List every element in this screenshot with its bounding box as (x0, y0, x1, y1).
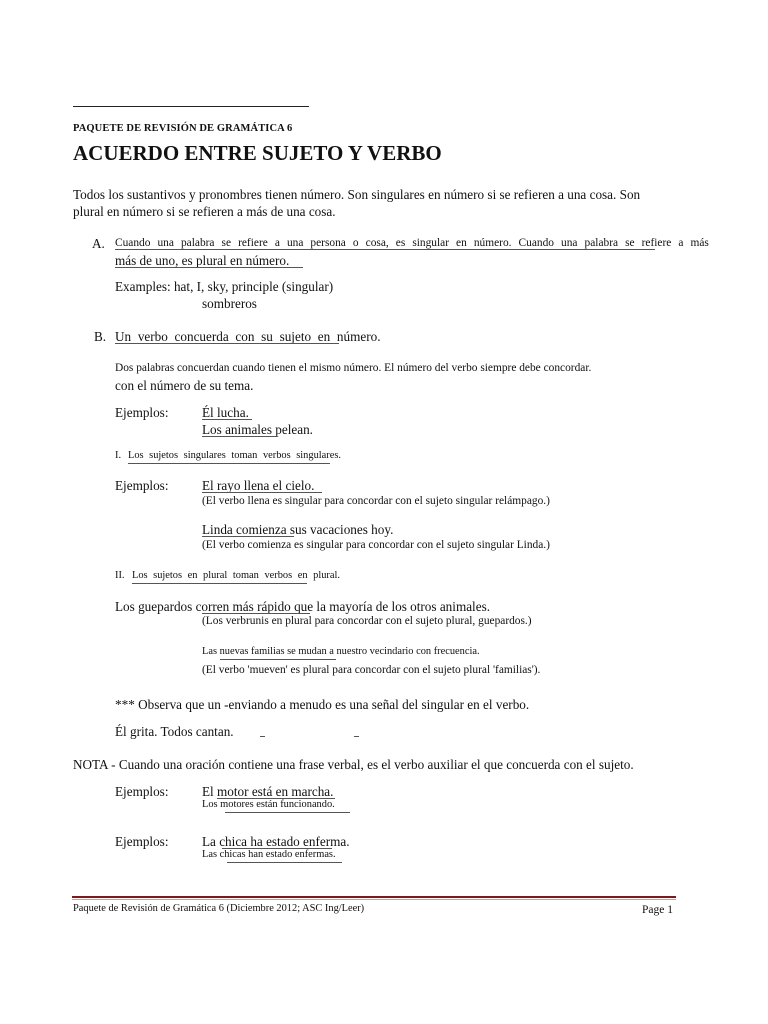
intro-line-2: plural en número si se refieren a más de una cosa. (73, 204, 336, 219)
example-underline (220, 659, 336, 660)
section-a-underline-1 (115, 249, 655, 250)
section-a-marker: A. (92, 236, 105, 251)
section-a-examples: Examples: hat, I, sky, principle (singular) (115, 279, 334, 294)
sub-ii-example-1: Los guepardos corren más rápido que la mayoría de los otros animales. (115, 599, 491, 614)
footer-rule (72, 896, 676, 898)
sub-ii-underline (132, 583, 307, 584)
example-underline (227, 862, 342, 863)
name-line (73, 106, 309, 107)
nota-example-1b: Los motores están funcionando. (202, 799, 335, 810)
sub-i-example-1-note: (El verbo llena es singular para concordar con el sujeto singular relámpago.) (202, 495, 550, 507)
example-underline (225, 812, 350, 813)
sub-ii-heading: Los sujetos en plural toman verbos en plural. (132, 570, 340, 581)
footer-rule-shadow (72, 899, 676, 900)
blank-mark (260, 736, 265, 737)
examples-label: Ejemplos: (115, 478, 169, 493)
section-a-line-1: Cuando una palabra se refiere a una persona o cosa, es singular en número. Cuando una palabra se refiere a más (115, 237, 709, 249)
packet-label: PAQUETE DE REVISIÓN DE GRAMÁTICA 6 (73, 123, 293, 134)
example-animales: Los animales pelean. (202, 422, 313, 437)
section-b-para-2: con el número de su tema. (115, 378, 254, 393)
sub-i-example-2-note: (El verbo comienza es singular para concordar con el sujeto singular Linda.) (202, 539, 550, 551)
example-underline (202, 436, 277, 437)
observe-examples: Él grita. Todos cantan. (115, 724, 234, 739)
examples-label: Ejemplos: (115, 405, 169, 420)
footer-left: Paquete de Revisión de Gramática 6 (Diciembre 2012; ASC Ing/Leer) (73, 903, 365, 914)
section-b-marker: B. (94, 329, 107, 344)
nota-example-1: El motor está en marcha. (202, 784, 334, 799)
sub-ii-example-2-note: (El verbo 'mueven' es plural para concordar con el sujeto plural 'familias'). (202, 664, 541, 676)
example-el-lucha: Él lucha. (202, 405, 249, 420)
blank-mark (354, 736, 359, 737)
sub-i-example-1: El rayo llena el cielo. (202, 478, 315, 493)
sub-i-heading: Los sujetos singulares toman verbos singulares. (128, 450, 341, 461)
page-title: ACUERDO ENTRE SUJETO Y VERBO (73, 141, 442, 165)
section-b-para-1: Dos palabras concuerdan cuando tienen el mismo número. El número del verbo siempre debe concordar. (115, 362, 592, 374)
example-underline (202, 419, 252, 420)
nota-example-2: La chica ha estado enferma. (202, 834, 350, 849)
intro-line-1: Todos los sustantivos y pronombres tienen número. Son singulares en número si se refieren a una cosa. Son (73, 187, 641, 202)
section-a-examples-plural: sombreros (202, 296, 257, 311)
sub-ii-marker: II. (115, 570, 125, 581)
observe-note: *** Observa que un -enviando a menudo es una señal del singular en el verbo. (115, 697, 530, 712)
sub-i-underline (128, 463, 330, 464)
section-b-heading: Un verbo concuerda con su sujeto en número. (115, 329, 381, 344)
sub-ii-example-2: Las nuevas familias se mudan a nuestro vecindario con frecuencia. (202, 646, 480, 657)
sub-i-example-2: Linda comienza sus vacaciones hoy. (202, 522, 394, 537)
section-a-line-2: más de uno, es plural en número. (115, 253, 290, 268)
sub-ii-example-1-note: (Los verbrunis en plural para concordar con el sujeto plural, guepardos.) (202, 615, 532, 627)
page-number: Page 1 (642, 904, 673, 916)
section-a-underline-2 (115, 267, 303, 268)
section-b-underline (115, 343, 339, 344)
nota-text: NOTA - Cuando una oración contiene una frase verbal, es el verbo auxiliar el que concuerda con el sujeto. (73, 757, 634, 772)
sub-i-marker: I. (115, 450, 122, 461)
examples-label: Ejemplos: (115, 834, 169, 849)
examples-label: Ejemplos: (115, 784, 169, 799)
nota-example-2b: Las chicas han estado enfermas. (202, 849, 336, 860)
